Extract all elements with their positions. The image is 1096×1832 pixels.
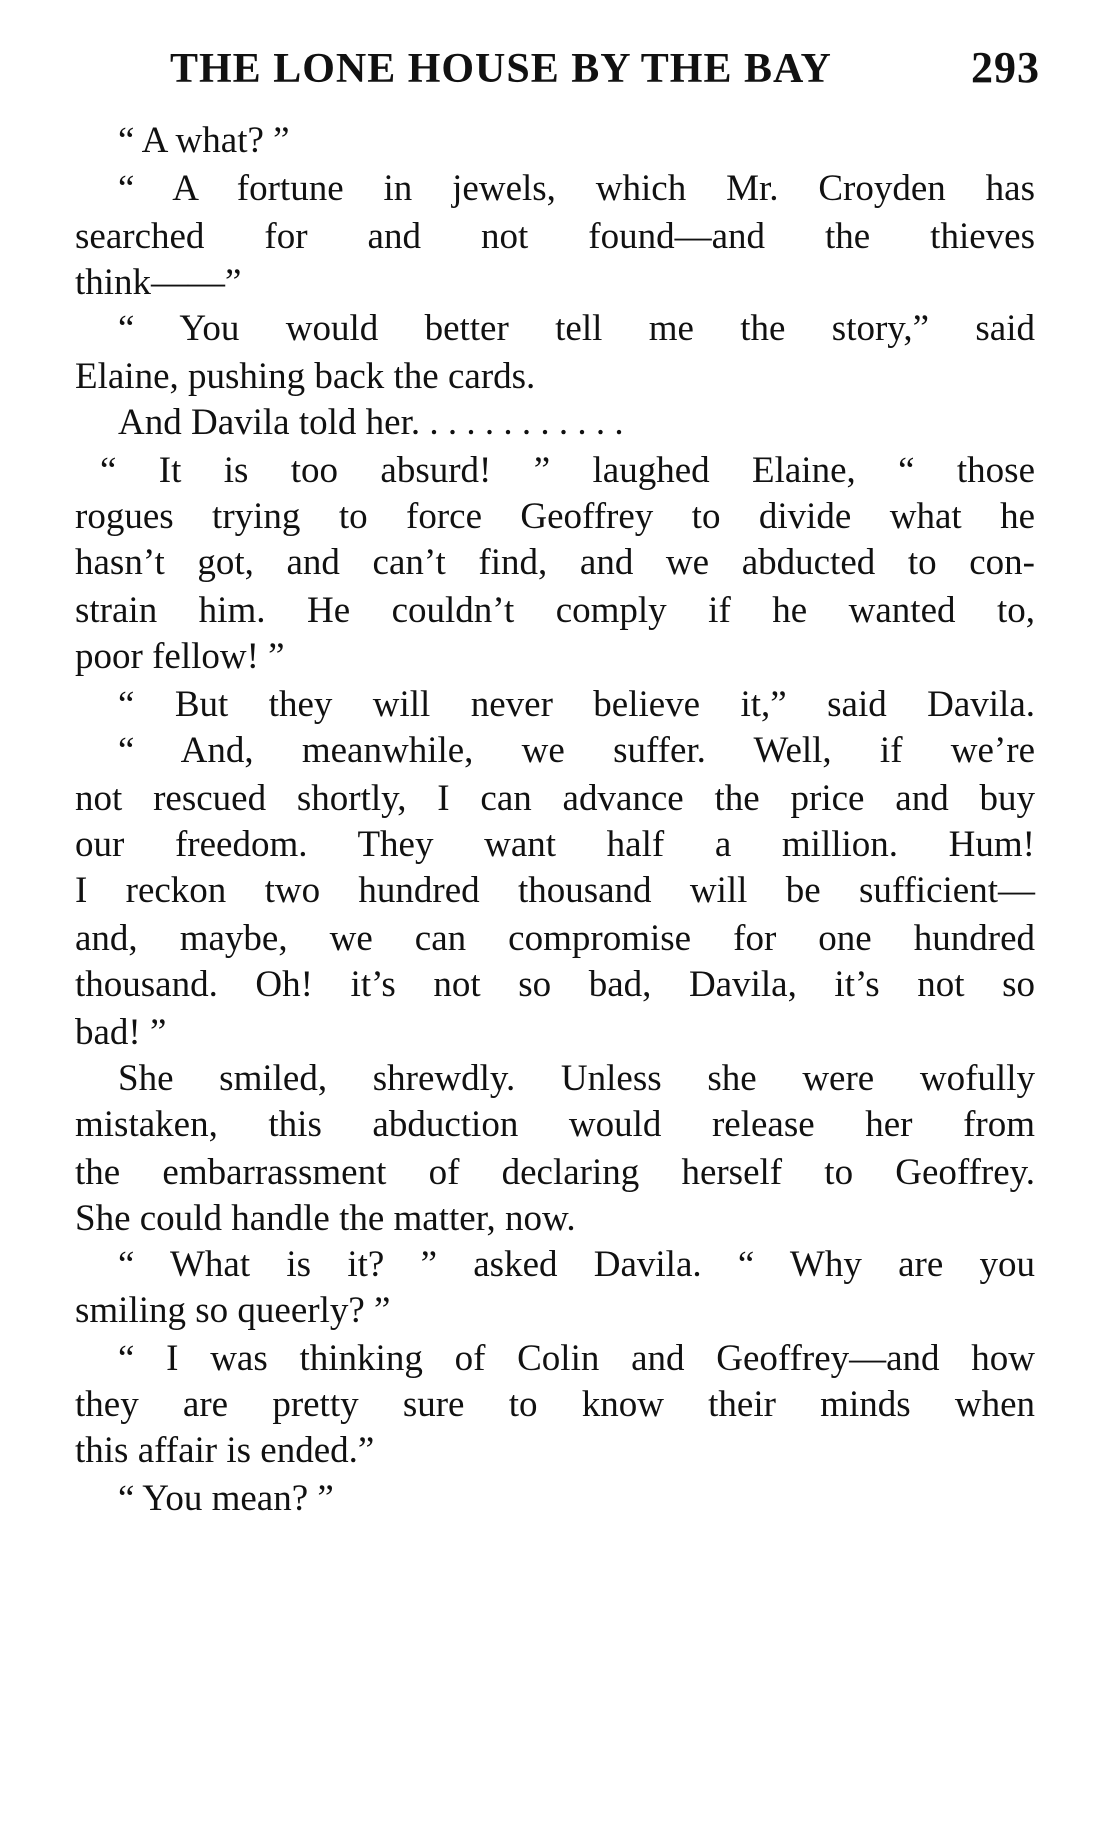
text-line: She could handle the matter, now. [75,1198,576,1239]
text-line: poor fellow! ” [75,636,285,677]
running-title: THE LONE HOUSE BY THE BAY [170,46,832,92]
text-line: “ And, meanwhile, we suffer. Well, if we’re [118,730,1035,771]
text-line: strain him. He couldn’t comply if he wanted to, [75,590,1035,631]
running-header [170,42,1040,102]
page-number: 293 [971,43,1040,92]
text-line: “ I was thinking of Colin and Geoffrey—and how [118,1338,1035,1379]
text-line: and, maybe, we can compromise for one hundred [75,918,1035,959]
text-line: hasn’t got, and can’t find, and we abducted to con- [75,542,1035,583]
text-line: bad! ” [75,1012,167,1053]
text-line: “ But they will never believe it,” said Davila. [118,684,1035,725]
text-line: “ You mean? ” [118,1478,334,1519]
text-line: mistaken, this abduction would release her from [75,1104,1035,1145]
text-line: not rescued shortly, I can advance the price and buy [75,778,1035,819]
text-line: searched for and not found—and the thieves [75,216,1035,257]
text-line: smiling so queerly? ” [75,1290,391,1331]
text-line: the embarrassment of declaring herself to Geoffrey. [75,1152,1035,1193]
text-line: “ A what? ” [118,120,290,161]
text-line: I reckon two hundred thousand will be sufficient— [75,870,1035,911]
text-line: She smiled, shrewdly. Unless she were wofully [118,1058,1035,1099]
text-line: this affair is ended.” [75,1430,375,1471]
text-line: thousand. Oh! it’s not so bad, Davila, it’s not so [75,964,1035,1005]
text-line: think——” [75,262,242,303]
text-line: our freedom. They want half a million. Hum! [75,824,1035,865]
text-line: “ It is too absurd! ” laughed Elaine, “ those [100,450,1035,491]
text-line: “ A fortune in jewels, which Mr. Croyden has [118,168,1035,209]
text-line: “ You would better tell me the story,” said [118,308,1035,349]
text-line: rogues trying to force Geoffrey to divide what he [75,496,1035,537]
text-line: they are pretty sure to know their minds when [75,1384,1035,1425]
text-line: “ What is it? ” asked Davila. “ Why are you [118,1244,1035,1285]
text-line: Elaine, pushing back the cards. [75,356,536,397]
text-line: And Davila told her. . . . . . . . . . . . [118,402,624,443]
